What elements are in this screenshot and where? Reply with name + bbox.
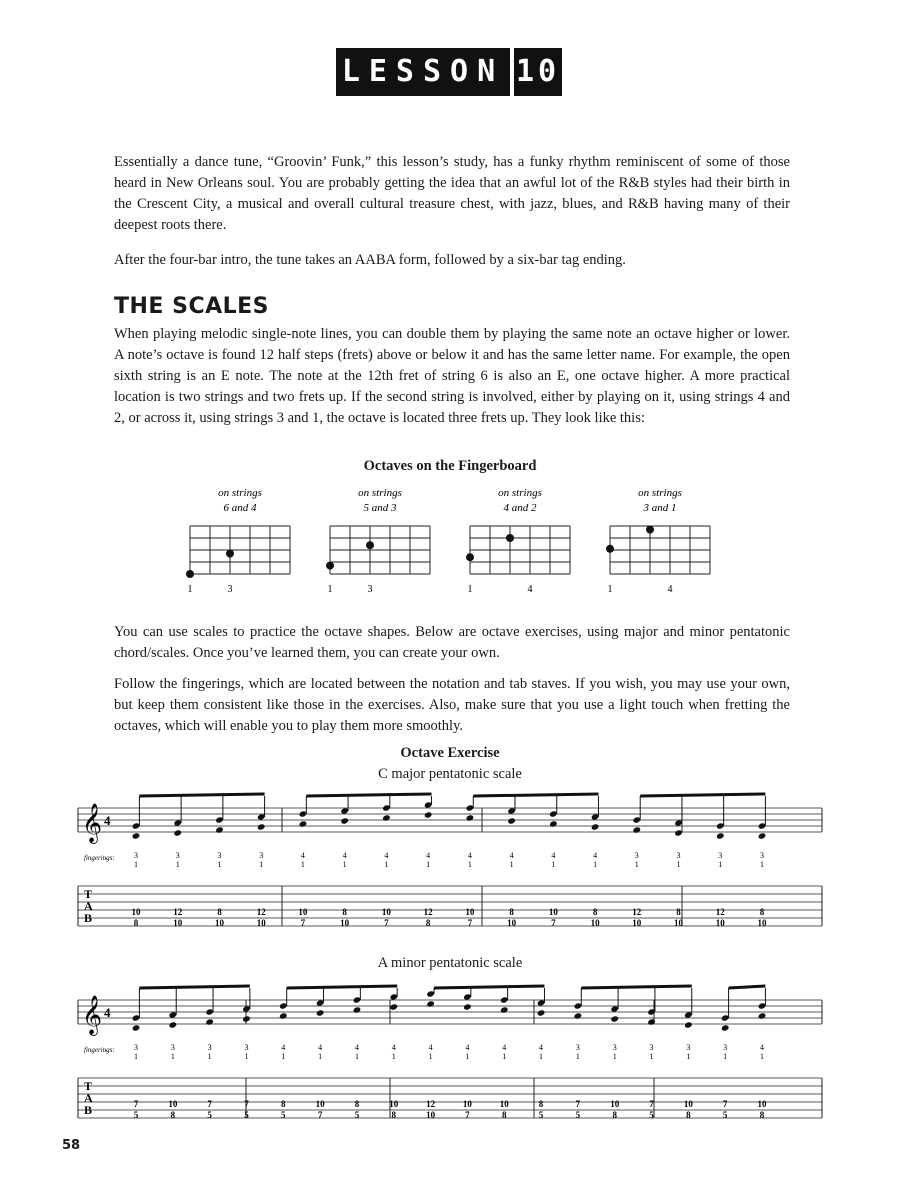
diagram-dot: [606, 545, 614, 553]
tab-number-lower: 7: [465, 1110, 470, 1120]
fingering-bottom: 1: [175, 860, 180, 869]
tab-number-lower: 8: [425, 918, 431, 928]
fretboard-diagram: [606, 487, 710, 595]
fingering-bottom: 1: [612, 1052, 617, 1061]
fingering-top: 4: [760, 1043, 764, 1052]
scales-paragraph-1: When playing melodic single-note lines, you can double them by playing the same note an octave higher or lower. A note’s octave is found 12 half steps (frets) above or below it and has the same letter name. For example, the open sixth string is an E note. The note at the 12th fret of string 6 is also an E, one octave higher. A more practical location is two strings and two frets up. If the second string is involved, either by playing on it, using strings 4 and 2, or across it, using strings 3 and 1, the octave is located three frets up. They look like this:: [114, 326, 790, 426]
fingerings-label: fingerings:: [84, 1046, 115, 1054]
tab-number-upper: 7: [133, 1099, 139, 1109]
fingering-top: 4: [391, 1043, 396, 1052]
time-signature: 4: [104, 813, 111, 828]
note-beam: [306, 794, 431, 796]
tab-number-lower: 10: [426, 1110, 436, 1120]
diagram-label-line1: on strings: [498, 487, 542, 499]
fingering-top: 4: [465, 1043, 470, 1052]
note-head: [205, 1018, 214, 1025]
tab-number-upper: 7: [722, 1099, 728, 1109]
note-head: [591, 823, 600, 830]
tab-number-lower: 10: [674, 918, 684, 928]
intro-paragraph-2: After the four-bar intro, the tune takes an AABA form, followed by a six-bar tag ending.: [114, 252, 626, 268]
diagram-finger-number: 3: [227, 584, 233, 595]
tab-number-lower: 7: [467, 918, 473, 928]
note-head: [758, 832, 767, 839]
note-head: [463, 1003, 472, 1010]
note-beam: [434, 986, 544, 988]
tab-number-upper: 10: [610, 1099, 620, 1109]
tab-number-lower: 10: [214, 918, 224, 928]
note-head: [316, 1009, 325, 1016]
diagram-dot: [646, 526, 654, 534]
tab-number-lower: 10: [507, 918, 517, 928]
fingering-bottom: 1: [551, 860, 556, 869]
tab-number-upper: 10: [499, 1099, 509, 1109]
treble-clef: 𝄞: [82, 805, 103, 842]
tab-number-upper: 8: [342, 907, 347, 917]
fingering-bottom: 1: [539, 1052, 544, 1061]
diagram-label-line1: on strings: [358, 487, 402, 499]
tab-number-upper: 7: [575, 1099, 581, 1109]
tab-number-lower: 10: [715, 918, 725, 928]
notation-system-a-minor: [0, 978, 900, 1138]
tab-number-lower: 5: [722, 1110, 728, 1120]
note-beam: [139, 794, 264, 796]
tab-number-upper: 8: [281, 1099, 286, 1109]
tab-number-lower: 7: [317, 1110, 323, 1120]
fingering-bottom: 1: [686, 1052, 691, 1061]
tab-number-upper: 12: [173, 907, 183, 917]
diagram-dot: [186, 570, 194, 578]
tab-number-lower: 8: [686, 1110, 691, 1120]
note-head: [215, 826, 224, 833]
fingering-bottom: 1: [281, 1052, 286, 1061]
diagram-dot: [506, 534, 514, 542]
tab-clef-letter: T: [84, 887, 93, 901]
fingering-top: 3: [634, 851, 639, 860]
note-head: [382, 814, 391, 821]
note-head: [389, 1003, 398, 1010]
diagram-label-line2: 6 and 4: [223, 502, 257, 514]
fingering-bottom: 1: [217, 860, 222, 869]
note-head: [500, 1006, 509, 1013]
diagram-finger-number: 4: [667, 584, 673, 595]
lesson-badge: [336, 48, 562, 96]
tab-number-upper: 10: [465, 907, 475, 917]
tab-number-upper: 8: [538, 1099, 544, 1109]
fingering-bottom: 1: [244, 1052, 249, 1061]
tab-number-upper: 7: [244, 1099, 249, 1109]
diagram-finger-number: 1: [327, 584, 333, 595]
fingering-bottom: 1: [259, 860, 264, 869]
note-head: [299, 820, 308, 827]
tab-number-upper: 12: [423, 907, 433, 917]
diagram-finger-number: 1: [467, 584, 473, 595]
fingering-top: 3: [649, 1043, 654, 1052]
time-signature: 4: [104, 1005, 111, 1020]
note-head: [466, 814, 475, 821]
note-head: [549, 820, 558, 827]
fingering-top: 4: [354, 1043, 359, 1052]
fingering-bottom: 1: [300, 860, 305, 869]
scales-paragraph-3: Follow the fingerings, which are located between the notation and tab staves. If you wish, you may use your own, but keep them consistent like those in the exercises. Also, make sure that you use a light touch when fretting the octaves, which will enable you to play them more smoothly.: [114, 676, 790, 734]
tab-number-lower: 7: [384, 918, 389, 928]
octave-diagrams: [0, 480, 900, 600]
note-head: [721, 1024, 730, 1031]
note-head: [716, 832, 725, 839]
diagram-finger-number: 1: [187, 584, 193, 595]
note-head: [132, 1024, 141, 1031]
note-head: [279, 1012, 288, 1019]
tab-number-upper: 12: [256, 907, 266, 917]
tab-number-upper: 8: [509, 907, 514, 917]
tab-number-upper: 10: [381, 907, 391, 917]
fingering-top: 3: [760, 851, 764, 860]
tab-number-upper: 12: [715, 907, 725, 917]
fingering-top: 4: [502, 1043, 507, 1052]
note-head: [426, 1000, 435, 1007]
fingering-bottom: 1: [467, 860, 472, 869]
fingering-bottom: 1: [465, 1052, 470, 1061]
tab-number-upper: 8: [592, 907, 598, 917]
fingering-top: 3: [175, 851, 180, 860]
diagram-label-line2: 3 and 1: [643, 502, 677, 514]
fingering-bottom: 1: [649, 1052, 654, 1061]
tab-number-upper: 8: [354, 1099, 360, 1109]
note-head: [684, 1021, 693, 1028]
fingering-top: 3: [134, 1043, 138, 1052]
tab-number-lower: 10: [757, 918, 767, 928]
diagram-dot: [326, 562, 334, 570]
fingering-bottom: 1: [760, 1052, 764, 1061]
exercise-title: Octave Exercise: [400, 745, 500, 761]
fingering-bottom: 1: [391, 1052, 396, 1061]
tab-number-lower: 5: [354, 1110, 360, 1120]
fingering-top: 3: [217, 851, 222, 860]
fingering-bottom: 1: [134, 860, 138, 869]
tab-number-lower: 10: [173, 918, 183, 928]
fingering-top: 3: [134, 851, 138, 860]
tab-clef-letter: B: [84, 1103, 93, 1117]
tab-number-lower: 5: [575, 1110, 581, 1120]
fingering-bottom: 1: [354, 1052, 359, 1061]
fingering-bottom: 1: [342, 860, 347, 869]
tab-number-upper: 7: [207, 1099, 212, 1109]
fingering-top: 4: [300, 851, 305, 860]
diagram-dot: [466, 553, 474, 561]
tab-number-upper: 10: [462, 1099, 472, 1109]
fingering-bottom: 1: [502, 1052, 507, 1061]
tab-clef-letter: T: [84, 1079, 93, 1093]
fingering-top: 4: [318, 1043, 323, 1052]
note-beam: [640, 794, 765, 796]
fingering-top: 3: [612, 1043, 617, 1052]
note-head: [537, 1009, 546, 1016]
tab-number-lower: 8: [133, 918, 139, 928]
tab-number-upper: 10: [168, 1099, 178, 1109]
fingering-bottom: 1: [318, 1052, 323, 1061]
diagram-label-line1: on strings: [218, 487, 262, 499]
lesson-number: 10: [514, 48, 562, 96]
fingering-bottom: 1: [723, 1052, 728, 1061]
fingering-top: 4: [281, 1043, 286, 1052]
fingering-bottom: 1: [676, 860, 681, 869]
fingering-bottom: 1: [593, 860, 598, 869]
diagram-dot: [226, 550, 234, 558]
note-beam: [473, 794, 598, 796]
tab-number-lower: 7: [551, 918, 556, 928]
fingering-top: 3: [207, 1043, 212, 1052]
fingering-top: 4: [342, 851, 347, 860]
tab-number-lower: 10: [256, 918, 266, 928]
note-head: [633, 826, 642, 833]
note-beam: [139, 986, 249, 988]
fretboard-diagram: [186, 487, 290, 595]
fingering-bottom: 1: [170, 1052, 175, 1061]
section-heading-scales: THE SCALES: [114, 294, 270, 319]
tab-number-lower: 5: [281, 1110, 286, 1120]
tab-number-upper: 8: [759, 907, 765, 917]
fingering-top: 4: [467, 851, 472, 860]
fingering-bottom: 1: [718, 860, 723, 869]
tab-number-upper: 10: [315, 1099, 325, 1109]
note-head: [242, 1015, 251, 1022]
tab-number-lower: 10: [632, 918, 642, 928]
diagram-finger-number: 1: [607, 584, 613, 595]
tab-number-lower: 8: [612, 1110, 617, 1120]
tab-number-lower: 8: [501, 1110, 507, 1120]
fingering-top: 3: [686, 1043, 691, 1052]
diagram-label-line1: on strings: [638, 487, 682, 499]
fingering-bottom: 1: [426, 860, 431, 869]
tab-number-lower: 5: [207, 1110, 212, 1120]
fingering-top: 3: [575, 1043, 580, 1052]
tab-number-lower: 10: [590, 918, 600, 928]
tab-number-lower: 10: [340, 918, 350, 928]
tab-number-upper: 10: [389, 1099, 399, 1109]
intro-paragraph-1: Essentially a dance tune, “Groovin’ Funk,” this lesson’s study, has a funky rhythm reminiscent of some of those heard in New Orleans soul. You are probably getting the idea that an awful lot of the R&B styles had their birth in the Crescent City, a musical and overall cultural treasure chest, with jazz, blues, and R&B having many of their deepest roots there.: [114, 154, 790, 233]
note-head: [424, 811, 433, 818]
treble-clef: 𝄞: [82, 997, 103, 1034]
note-head: [507, 817, 516, 824]
fingering-top: 4: [551, 851, 556, 860]
diagram-dot: [366, 541, 374, 549]
fingering-bottom: 1: [428, 1052, 433, 1061]
tab-number-lower: 5: [244, 1110, 249, 1120]
fretboard-diagram: [326, 487, 430, 595]
note-head: [257, 823, 266, 830]
note-head: [132, 832, 141, 839]
fingering-bottom: 1: [634, 860, 639, 869]
tab-number-upper: 7: [649, 1099, 654, 1109]
note-head: [758, 1012, 767, 1019]
tab-number-upper: 10: [548, 907, 558, 917]
notation-system-c-major: [0, 786, 900, 946]
tab-number-upper: 12: [632, 907, 642, 917]
note-head: [353, 1006, 362, 1013]
fingering-top: 3: [718, 851, 723, 860]
tab-clef-letter: A: [84, 899, 93, 913]
tab-number-lower: 8: [170, 1110, 176, 1120]
fingerings-label: fingerings:: [84, 854, 115, 862]
note-head: [647, 1018, 656, 1025]
scale-title-c-major: C major pentatonic scale: [378, 766, 522, 782]
fingering-top: 3: [259, 851, 264, 860]
fretboard-diagram: [466, 487, 570, 595]
tab-number-lower: 8: [391, 1110, 397, 1120]
fingering-top: 4: [384, 851, 389, 860]
fingering-top: 3: [170, 1043, 175, 1052]
note-head: [173, 829, 182, 836]
tab-number-upper: 8: [676, 907, 681, 917]
tab-number-lower: 5: [133, 1110, 139, 1120]
note-beam: [581, 986, 691, 988]
fingering-top: 4: [426, 851, 431, 860]
fingering-top: 4: [593, 851, 598, 860]
diagram-label-line2: 4 and 2: [503, 502, 537, 514]
tab-number-upper: 10: [757, 1099, 767, 1109]
tab-number-upper: 12: [426, 1099, 436, 1109]
fingering-top: 4: [509, 851, 514, 860]
fingering-top: 3: [676, 851, 681, 860]
fingering-top: 3: [723, 1043, 728, 1052]
octaves-title: Octaves on the Fingerboard: [363, 458, 537, 474]
fingering-top: 3: [244, 1043, 249, 1052]
tab-number-upper: 10: [683, 1099, 693, 1109]
diagram-finger-number: 3: [367, 584, 373, 595]
note-head: [574, 1012, 583, 1019]
fingering-top: 4: [428, 1043, 433, 1052]
tab-number-lower: 5: [538, 1110, 544, 1120]
fingering-top: 4: [539, 1043, 544, 1052]
note-head: [340, 817, 349, 824]
diagram-finger-number: 4: [527, 584, 533, 595]
tab-number-upper: 10: [298, 907, 308, 917]
note-head: [169, 1021, 178, 1028]
lesson-word: LESSON: [336, 48, 510, 96]
page-number: 58: [62, 1138, 81, 1153]
tab-number-lower: 7: [300, 918, 306, 928]
note-beam: [287, 986, 397, 988]
tab-clef-letter: A: [84, 1091, 93, 1105]
diagram-label-line2: 5 and 3: [363, 502, 397, 514]
note-head: [610, 1015, 619, 1022]
fingering-bottom: 1: [384, 860, 389, 869]
fingering-bottom: 1: [575, 1052, 580, 1061]
tab-number-lower: 8: [759, 1110, 765, 1120]
tab-number-lower: 5: [649, 1110, 654, 1120]
note-beam: [729, 986, 766, 988]
fingering-bottom: 1: [760, 860, 764, 869]
fingering-bottom: 1: [509, 860, 514, 869]
fingering-bottom: 1: [207, 1052, 212, 1061]
tab-number-upper: 10: [131, 907, 141, 917]
fingering-bottom: 1: [134, 1052, 138, 1061]
scales-paragraph-2: You can use scales to practice the octave shapes. Below are octave exercises, using major and minor pentatonic chord/scales. Once you’ve learned them, you can create your own.: [114, 624, 790, 661]
scale-title-a-minor: A minor pentatonic scale: [377, 955, 523, 971]
tab-number-upper: 8: [217, 907, 222, 917]
tab-clef-letter: B: [84, 911, 93, 925]
